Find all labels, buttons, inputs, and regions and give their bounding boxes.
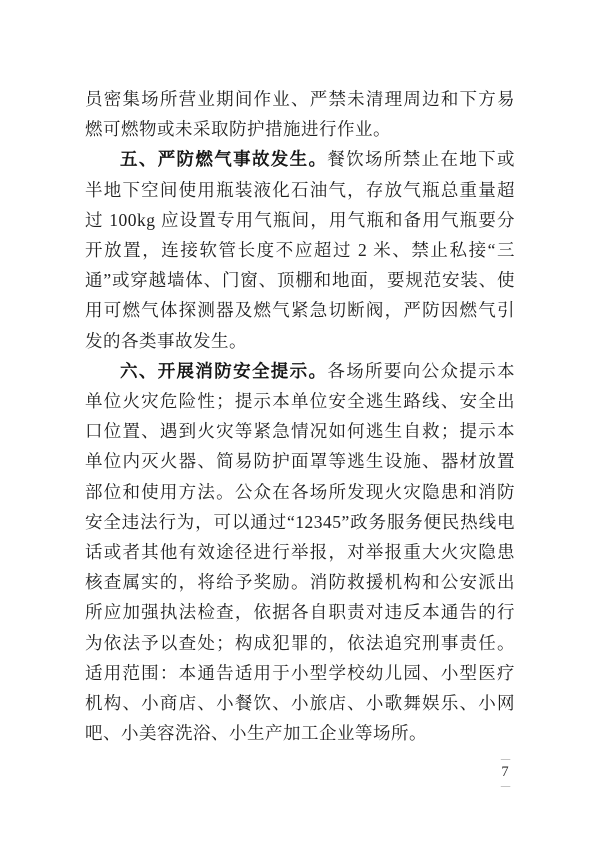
paragraph-section-6 [85,356,515,749]
page-number-separator-bottom: — [500,780,510,792]
page-number-separator-top: — [500,753,510,765]
paragraph-section-5 [85,144,515,355]
document-body [85,84,515,748]
section-5-heading: 五、严防燃气事故发生。 [120,149,328,170]
page-number-value: 7 [501,764,509,780]
paragraph-continuation [85,84,515,144]
page-number [492,754,518,791]
continuation-text: 员密集场所营业期间作业、严禁未清理周边和下方易燃可燃物或未采取防护措施进行作业。 [85,89,515,140]
section-6-heading: 六、开展消防安全提示。 [120,360,328,381]
section-5-text: 餐饮场所禁止在地下或半地下空间使用瓶装液化石油气，存放气瓶总重量超过 100kg 应设置专用气瓶间，用气瓶和备用气瓶要分开放置，连接软管长度不应超过 2 米、禁止私接“三通”或穿越墙体、门窗、顶棚和地面，要规范安装、使用可燃气体探测器及燃气紧急切断阀，严防因燃气引发的各类事故发生。 [85,149,516,351]
section-6-text: 各场所要向公众提示本单位火灾危险性；提示本单位安全逃生路线、安全出口位置、遇到火灾等紧急情况如何逃生自救；提示本单位内灭火器、简易防护面罩等逃生设施、器材放置部位和使用方法。公众在各场所发现火灾隐患和消防安全违法行为，可以通过“12345”政务服务便民热线电话或者其他有效途径进行举报，对举报重大火灾隐患核查属实的，将给予奖励。消防救援机构和公安派出所应加强执法检查，依据各自职责对违反本通告的行为依法予以查处；构成犯罪的，依法追究刑事责任。适用范围：本通告适用于小型学校幼儿园、小型医疗机构、小商店、小餐饮、小旅店、小歌舞娱乐、小网吧、小美容洗浴、小生产加工企业等场所。 [85,360,516,744]
